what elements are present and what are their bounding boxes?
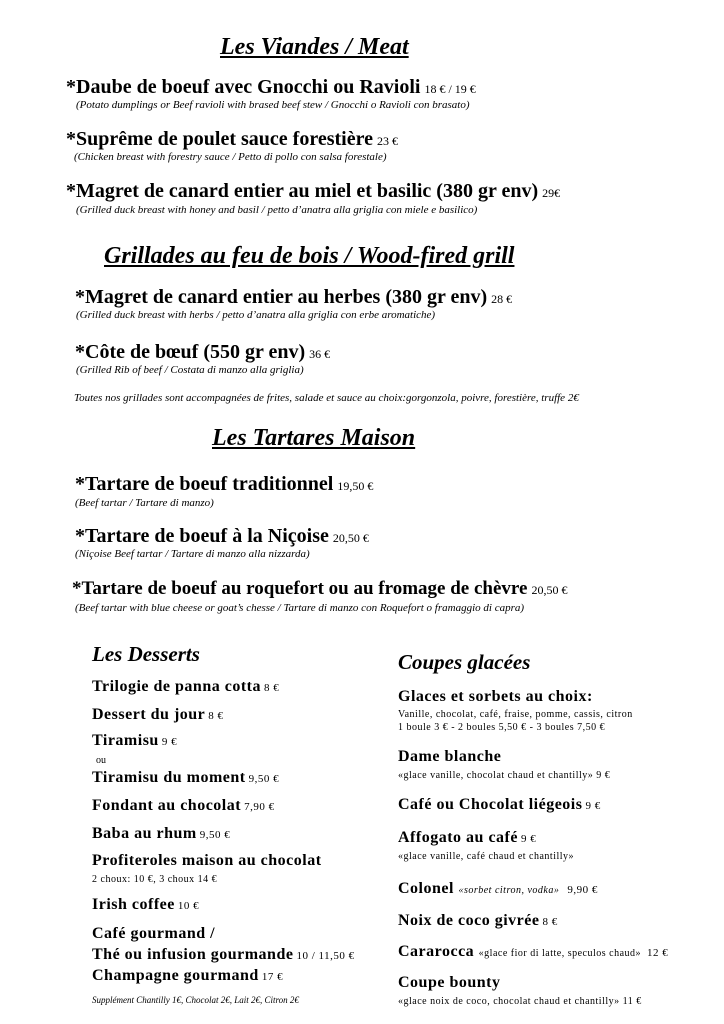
tartare-item-1-desc: (Beef tartar / Tartare di manzo) — [75, 497, 214, 509]
dessert-item: Tiramisu 9 € — [92, 732, 178, 749]
tartare-item-2-desc: (Niçoise Beef tartar / Tartare di manzo alla nizzarda) — [75, 548, 310, 560]
meat-item-1: *Daube de boeuf avec Gnocchi ou Ravioli 18 € / 19 € — [66, 76, 476, 98]
dessert-item: Dessert du jour 8 € — [92, 706, 224, 723]
dessert-item: Baba au rhum 9,50 € — [92, 825, 231, 842]
dessert-item: Champagne gourmand 17 € — [92, 967, 284, 984]
dessert-item: Trilogie de panna cotta 8 € — [92, 678, 280, 695]
coupe-desc: «glace noix de coco, chocolat chaud et chantilly» 11 € — [398, 996, 642, 1007]
meat-item-1-desc: (Potato dumplings or Beef ravioli with brased beef stew / Gnocchi o Ravioli con brasato) — [76, 99, 470, 111]
grill-item-1: *Magret de canard entier au herbes (380 gr env) 28 € — [75, 286, 513, 308]
section-title-coupes: Coupes glacées — [398, 650, 531, 674]
grill-item-2: *Côte de bœuf (550 gr env) 36 € — [75, 341, 331, 363]
section-title-desserts: Les Desserts — [92, 642, 200, 666]
section-title-meat: Les Viandes / Meat — [220, 34, 409, 60]
coupe-item: Dame blanche — [398, 748, 502, 765]
dessert-item: Fondant au chocolat 7,90 € — [92, 797, 275, 814]
dessert-profiteroles-price: 2 choux: 10 €, 3 choux 14 € — [92, 874, 218, 885]
dessert-item: Café gourmand / — [92, 925, 216, 942]
coupe-item: Glaces et sorbets au choix: — [398, 688, 593, 705]
coupe-scoop-prices: 1 boule 3 € - 2 boules 5,50 € - 3 boules 7,50 € — [398, 722, 606, 733]
dessert-item: Thé ou infusion gourmande 10 / 11,50 € — [92, 946, 355, 963]
tartare-item-3: *Tartare de boeuf au roquefort ou au fromage de chèvre 20,50 € — [72, 578, 568, 599]
tartare-item-2: *Tartare de boeuf à la Niçoise 20,50 € — [75, 525, 369, 547]
coupe-flavours: Vanille, chocolat, café, fraise, pomme, cassis, citron — [398, 709, 633, 720]
dessert-footnote: Supplément Chantilly 1€, Chocolat 2€, Lait 2€, Citron 2€ — [92, 995, 299, 1005]
grill-item-2-desc: (Grilled Rib of beef / Costata di manzo alla griglia) — [76, 364, 304, 376]
coupe-desc: «glace vanille, café chaud et chantilly» — [398, 851, 575, 862]
coupe-item: Affogato au café 9 € — [398, 829, 537, 846]
meat-item-3: *Magret de canard entier au miel et basilic (380 gr env) 29€ — [66, 180, 561, 202]
coupe-item: Cararocca «glace fior di latte, speculos chaud» 12 € — [398, 943, 669, 960]
grill-note: Toutes nos grillades sont accompagnées de frites, salade et sauce au choix:gorgonzola, poivre, forestière, truffe 2€ — [74, 392, 579, 404]
grill-item-1-desc: (Grilled duck breast with herbs / petto d’anatra alla griglia con erbe aromatiche) — [76, 309, 436, 321]
coupe-item: Noix de coco givrée 8 € — [398, 912, 558, 929]
coupe-desc: «glace vanille, chocolat chaud et chantilly» 9 € — [398, 770, 611, 781]
section-title-tartares: Les Tartares Maison — [212, 425, 416, 451]
dessert-item: Irish coffee 10 € — [92, 896, 200, 913]
coupe-item: Café ou Chocolat liégeois 9 € — [398, 796, 601, 813]
coupe-item: Colonel «sorbet citron, vodka» 9,90 € — [398, 880, 598, 897]
dessert-item: Tiramisu du moment 9,50 € — [92, 769, 280, 786]
meat-item-3-desc: (Grilled duck breast with honey and basil / petto d’anatra alla griglia con miele e basilico) — [76, 204, 478, 216]
coupe-item: Coupe bounty — [398, 974, 501, 991]
dessert-item: Profiteroles maison au chocolat — [92, 852, 322, 869]
tartare-item-1: *Tartare de boeuf traditionnel 19,50 € — [75, 473, 374, 495]
meat-item-2-desc: (Chicken breast with forestry sauce / Petto di pollo con salsa forestale) — [74, 151, 387, 163]
dessert-or: ou — [96, 755, 106, 766]
section-title-grill: Grillades au feu de bois / Wood-fired grill — [104, 243, 515, 269]
meat-item-2: *Suprême de poulet sauce forestière 23 € — [66, 128, 398, 150]
tartare-item-3-desc: (Beef tartar with blue cheese or goat’s chesse / Tartare di manzo con Roquefort o framaggio di capra) — [75, 602, 525, 614]
